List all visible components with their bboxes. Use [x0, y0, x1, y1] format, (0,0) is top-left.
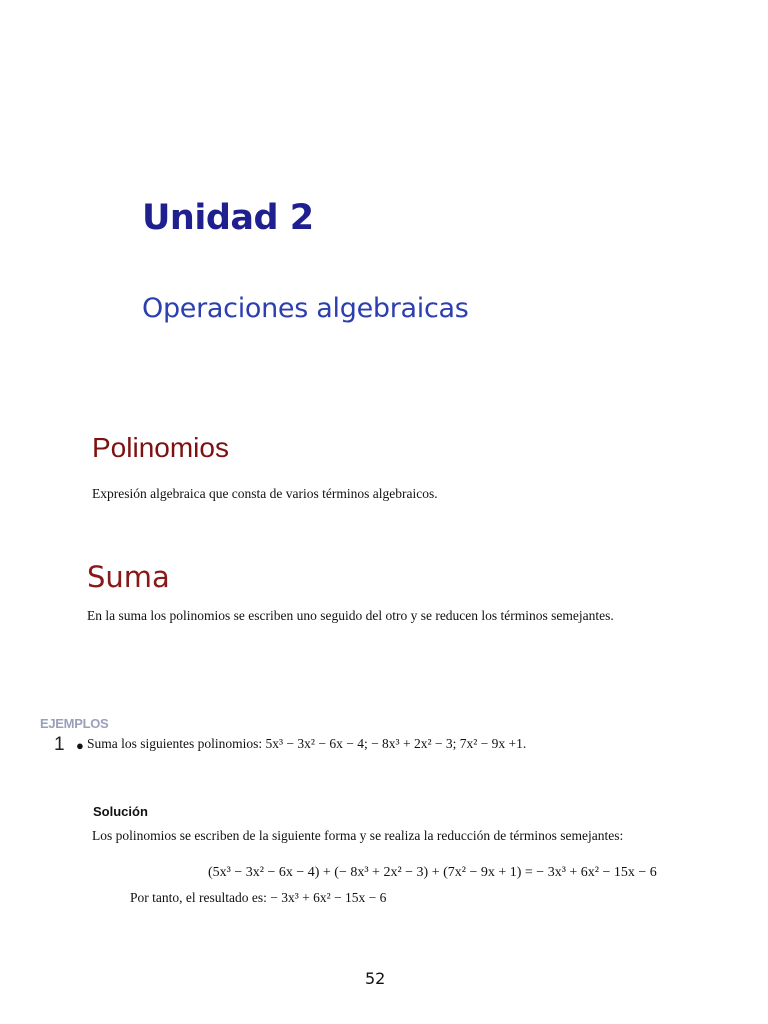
- solucion-text: Los polinomios se escriben de la siguiente forma y se realiza la reducción de términos semejantes:: [92, 828, 624, 843]
- page-number: 52: [365, 969, 386, 988]
- section-heading-suma: Suma: [87, 560, 170, 594]
- ejemplos-label: EJEMPLOS: [40, 716, 109, 731]
- solucion-equation: (5x³ − 3x² − 6x − 4) + (− 8x³ + 2x² − 3) + (7x² − 9x + 1) = − 3x³ + 6x² − 15x − 6: [208, 865, 657, 880]
- unit-subtitle: Operaciones algebraicas: [142, 293, 469, 324]
- unit-title: Unidad 2: [142, 198, 314, 238]
- example-number: 1: [54, 734, 65, 755]
- suma-text: En la suma los polinomios se escriben uno seguido del otro y se reducen los términos semejantes.: [87, 608, 614, 623]
- section-heading-polinomios: Polinomios: [92, 432, 229, 463]
- example-statement: Suma los siguientes polinomios: 5x³ − 3x² − 6x − 4; − 8x³ + 2x² − 3; 7x² − 9x +1.: [87, 736, 527, 751]
- polinomios-definition: Expresión algebraica que consta de varios términos algebraicos.: [92, 486, 438, 501]
- solucion-result: Por tanto, el resultado es: − 3x³ + 6x² − 15x − 6: [130, 890, 387, 905]
- bullet-icon: ●: [76, 738, 84, 753]
- solucion-heading: Solución: [93, 804, 148, 819]
